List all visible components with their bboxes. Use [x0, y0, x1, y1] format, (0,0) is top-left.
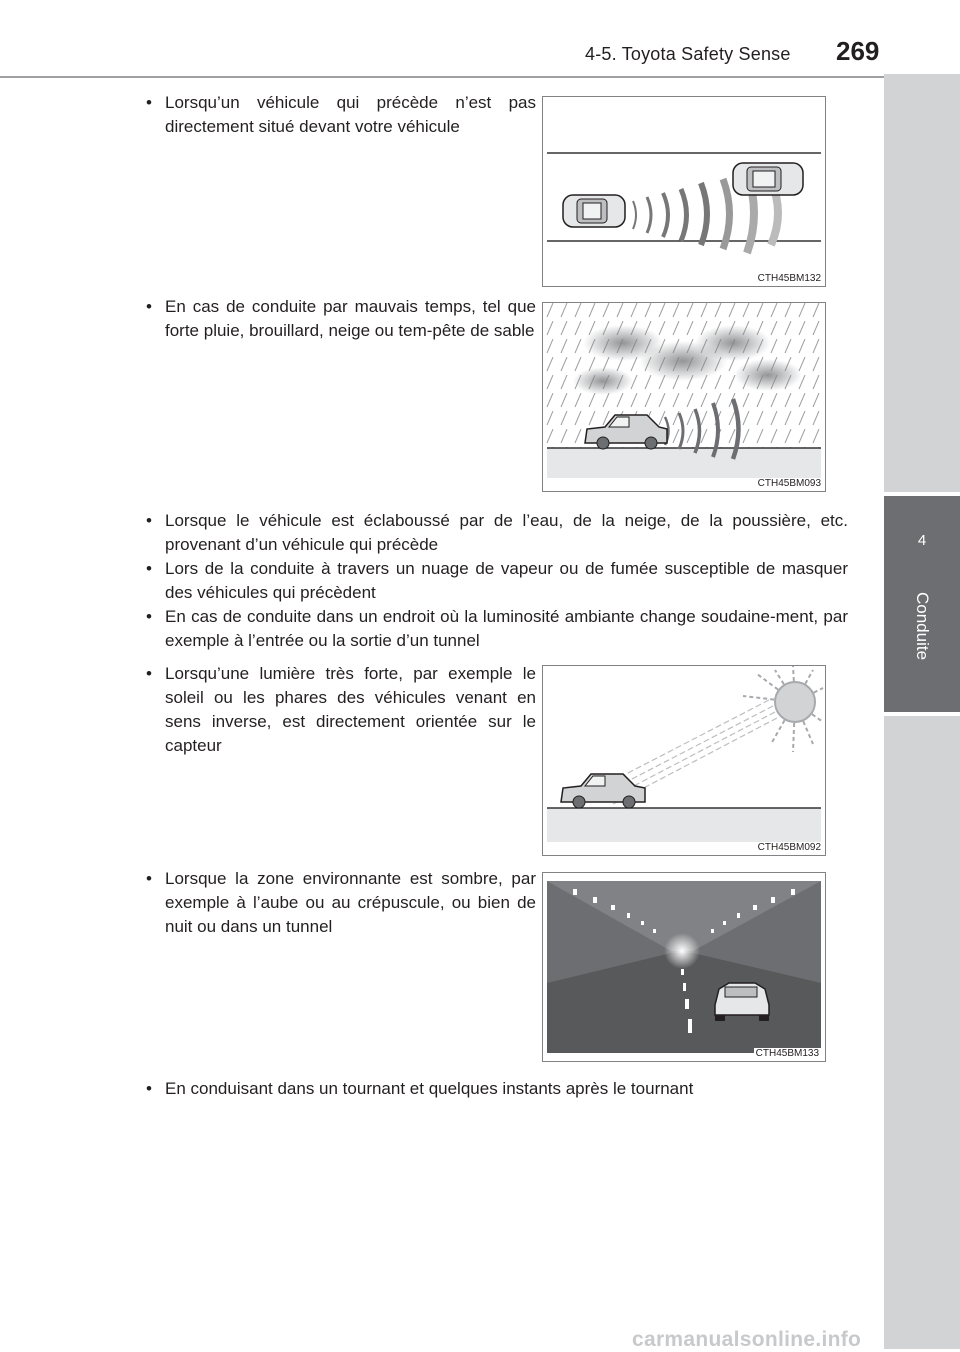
- strong-sunlight-illustration: [543, 666, 825, 855]
- figure-dark-tunnel: [542, 872, 826, 1062]
- header-divider: [0, 76, 960, 78]
- figure-bad-weather: [542, 302, 826, 492]
- bullet-curve: • En conduisant dans un tournant et quelques instants après le tournant: [146, 1077, 848, 1101]
- figure-code: CTH45BM133: [755, 1048, 819, 1059]
- figure-strong-sunlight: [542, 665, 826, 856]
- bullet-offset-vehicle: • Lorsqu’un véhicule qui précède n’est pas directement situé devant votre véhicule: [146, 91, 536, 139]
- watermark: carmanualsonline.info: [632, 1328, 862, 1351]
- figure-code: CTH45BM093: [757, 478, 821, 489]
- bad-weather-rain-illustration: [543, 303, 825, 491]
- dark-tunnel-illustration: [543, 873, 825, 1061]
- section-title: 4-5. Toyota Safety Sense: [585, 44, 791, 64]
- chapter-label: Conduite: [913, 591, 932, 661]
- bullet-brightness-change: • En cas de conduite dans un endroit où la luminosité ambiante change soudaine-ment, par exemple à l’entrée ou la sortie d’un tunnel: [146, 605, 848, 653]
- chapter-number: 4: [917, 532, 927, 549]
- bullet-dark-surroundings: • Lorsque la zone environnante est sombre, par exemple à l’aube ou au crépuscule, ou bien de nuit ou dans un tunnel: [146, 867, 536, 939]
- side-tab-upper-band: [884, 74, 960, 492]
- figure-code: CTH45BM092: [757, 842, 821, 853]
- figure-code: CTH45BM132: [757, 273, 821, 284]
- bullet-steam-smoke: • Lors de la conduite à travers un nuage de vapeur ou de fumée susceptible de masquer des véhicules qui précèdent: [146, 557, 848, 605]
- bullet-splashed: • Lorsque le véhicule est éclaboussé par de l’eau, de la neige, de la poussière, etc. provenant d’un véhicule qui précède: [146, 509, 848, 557]
- page-number: 269: [836, 36, 880, 66]
- side-tab-lower-band: [884, 716, 960, 1349]
- car-rear-icon: [715, 983, 769, 1021]
- bullet-bad-weather: • En cas de conduite par mauvais temps, tel que forte pluie, brouillard, neige ou tem-pête de sable: [146, 295, 536, 343]
- figure-offset-vehicle: [542, 96, 826, 287]
- bullet-strong-light: • Lorsqu’une lumière très forte, par exemple le soleil ou les phares des véhicules venant en sens inverse, est directement orientée sur le capteur: [146, 662, 536, 758]
- offset-vehicle-radar-illustration: [543, 97, 825, 286]
- chapter-side-tab: [884, 496, 960, 712]
